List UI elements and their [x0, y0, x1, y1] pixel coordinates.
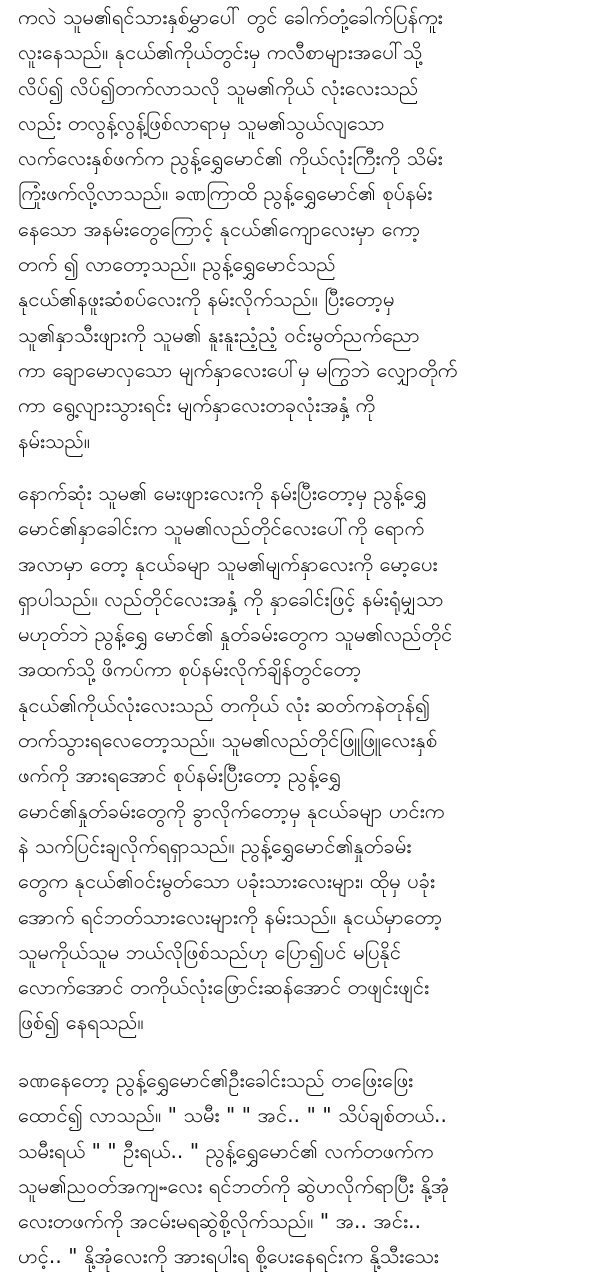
text-line: မောင်၏နှုတ်ခမ်းတွေကို ခွာလိုက်တော့မှ နုငယ်ခမျာ ဟင်းက	[18, 798, 445, 823]
text-line: ဖက်ကို အားရအောင် စုပ်နမ်းပြီးတော့ ညွန့်ရွှေ	[18, 763, 341, 788]
text-line: လူးနေသည်။ နုငယ်၏ကိုယ်တွင်းမှ ကလီစာများအပေါ်သို့	[18, 40, 423, 65]
text-line: နမ်းသည်။	[18, 428, 91, 453]
text-line: တက်သွားရလေတော့သည်။ သူမ၏လည်တိုင်ဖြူဖြူလေးနှစ်	[18, 728, 438, 753]
text-line: သမီးရယ် " " ဦးရယ်.. " ညွန့်ရွှေမောင်၏ လက်တဖက်က	[18, 1138, 434, 1163]
text-line: နုငယ်၏နဖူးဆံစပ်လေးကို နမ်းလိုက်သည်။ ပြီးတော့မှ	[18, 287, 395, 312]
text-line: အထက်သို့ ဖိကပ်ကာ စုပ်နမ်းလိုက်ချိန်တွင်တော့	[18, 657, 362, 682]
text-line: ကလဲ သူမ၏ရင်သားနှစ်မွှာပေါ် တွင် ခေါက်တုံ့ခေါက်ပြန်ကူး	[18, 5, 443, 29]
text-line: အလာမှာ တော့ နုငယ်ခမျာ သူမ၏မျက်နှာလေးကို မော့ပေး	[18, 551, 438, 576]
paragraph-3	[18, 1063, 449, 1275]
text-line: လည်း တလွန့်လွန့်ဖြစ်လာရာမှ သူမ၏သွယ်လျသော	[18, 110, 385, 135]
text-line: ရှာပါသည်။ လည်တိုင်လေးအနှံ့ ကို နှာခေါင်းဖြင့် နမ်းရုံမျှသာ	[18, 586, 444, 611]
text-line: လက်လေးနှစ်ဖက်က ညွန့်ရွှေမောင်၏ ကိုယ်လုံးကြီးကို သိမ်း	[18, 146, 443, 171]
text-line: တက် ၍ လာတော့သည်။ ညွန့်ရွှေမောင်သည်	[18, 252, 336, 277]
text-line: မောင်၏နှာခေါင်းက သူမ၏လည်တိုင်လေးပေါ်ကို ရောက်	[18, 516, 425, 541]
text-line: ခဏနေတော့ ညွန့်ရွှေမောင်၏ဦးခေါင်းသည် တဖြေးဖြေး	[18, 1068, 414, 1092]
text-line: မဟုတ်ဘဲ ညွန့်ရွှေ မောင်၏ နှုတ်ခမ်းတွေက သူမ၏လည်တိုင်	[18, 622, 453, 647]
text-line: နောက်ဆုံး သူမ၏ မေးဖျားလေးကို နမ်းပြီးတော့မှ ညွန့်ရွှေ	[18, 481, 427, 505]
text-line: လေးတဖက်ကို အငမ်းမရဆွဲစို့လိုက်သည်။ " အ.. အင်း..	[18, 1209, 422, 1234]
text-line: နုငယ်၏ကိုယ်လုံးလေးသည် တကိုယ် လုံး ဆတ်ကနဲတုန်၍	[18, 692, 431, 717]
text-line: တွေက နုငယ်၏ဝင်းမွတ်သော ပခုံးသားလေးများ၊ ထိုမှ ပခုံး	[18, 869, 436, 894]
text-line: နဲ သက်ပြင်းချလိုက်ရရှာသည်။ ညွန့်ရွှေမောင်၏နှုတ်ခမ်း	[18, 833, 412, 858]
text-line: အောက် ရင်ဘတ်သားလေးများကို နမ်းသည်။ နုငယ်မှာတော့	[18, 904, 443, 929]
text-line: သူ၏နှာသီးဖျားကို သူမ၏ နူးနူးညံ့ညံ့ ဝင်းမွတ်ညက်ညော	[18, 322, 420, 347]
text-line: ဟင့်.. " နို့အုံလေးကို အားရပါးရ စို့ပေးနေရင်းက နို့သီးသေး	[18, 1244, 439, 1269]
text-line: ကြုံးဖက်လို့လာသည်။ ခဏကြာထိ ညွန့်ရွှေမောင်၏ စုပ်နမ်း	[18, 181, 433, 206]
paragraph-2	[18, 476, 452, 1041]
text-line: ကာ ရွေ့လျားသွားရင်း မျက်နှာလေးတခုလုံးအနှံ့ ကို	[18, 393, 376, 418]
text-line: ဖြစ်၍ နေရသည်။	[18, 1010, 144, 1035]
paragraph-1	[18, 0, 457, 459]
text-line: သူမ၏ညဝတ်အကျႌလေး ရင်ဘတ်ကို ဆွဲဟလိုက်ရာပြီး နို့အုံ	[18, 1173, 450, 1198]
text-line: လိပ်၍ လိပ်၍တက်လာသလို သူမ၏ကိုယ် လုံးလေးသည်	[18, 75, 419, 100]
text-line: သူမကိုယ်သူမ ဘယ်လိုဖြစ်သည်ဟု ပြော၍ပင် မပြနိုင်	[18, 939, 402, 964]
text-line: ထောင်၍ လာသည်။ " သမီး " " အင်.. " " သိပ်ချစ်တယ်..	[18, 1103, 447, 1128]
text-line: လောက်အောင် တကိုယ်လုံးဖြောင်းဆန်အောင် တဖျင်းဖျင်း	[18, 975, 430, 1000]
text-line: နေသော အနမ်းတွေကြောင့် နုငယ်၏ကျောလေးမှာ ကော့	[18, 216, 421, 241]
text-line: ကာ ချောမောလှသော မျက်နှာလေးပေါ်မှ မကြွဘဲ လျှောတိုက်	[18, 357, 458, 382]
